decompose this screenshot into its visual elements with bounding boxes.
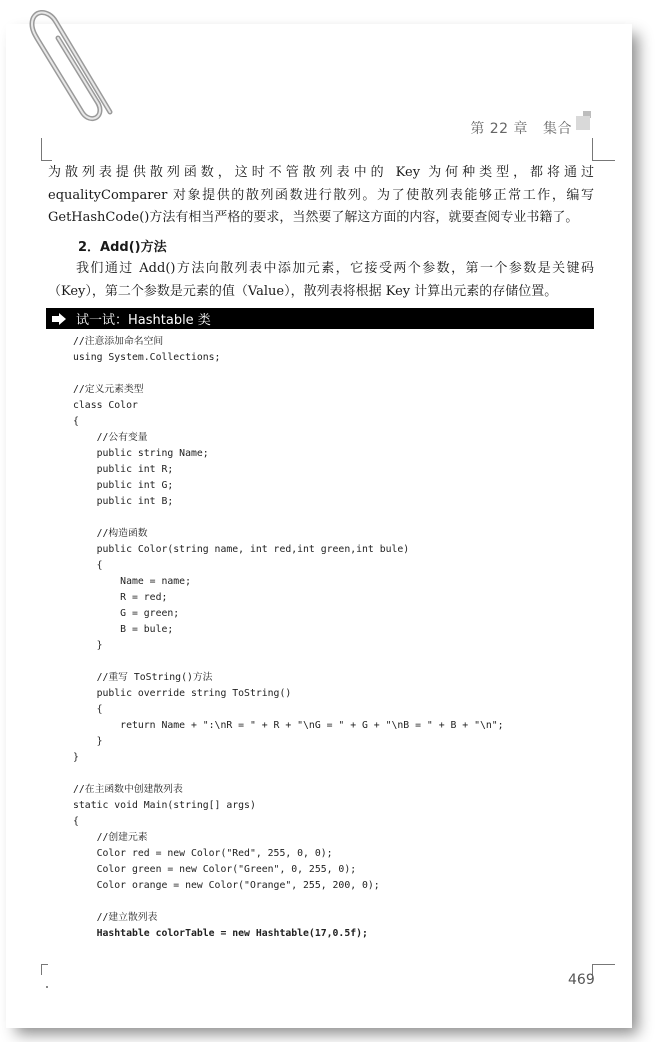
page-mark bbox=[46, 986, 48, 988]
code-line: } bbox=[73, 640, 103, 651]
code-line: //在主函数中创建散列表 bbox=[73, 784, 183, 795]
code-line: G = green; bbox=[73, 608, 180, 619]
code-line: //定义元素类型 bbox=[73, 384, 144, 395]
code-line: //公有变量 bbox=[73, 432, 148, 443]
add-method-paragraph: 我们通过 Add()方法向散列表中添加元素，它接受两个参数，第一个参数是关键码（Key），第二个参数是元素的值（Value），散列表将根据 Key 计算出元素的存储位置。 bbox=[48, 261, 594, 299]
intro-paragraph: 为散列表提供散列函数，这时不管散列表中的 Key 为何种类型，都将通过 equalityComparer 对象提供的散列函数进行散列。为了使散列表能够正常工作，编写 GetHashCode()方法有相当严格的要求，当然要了解这方面的内容，就要查阅专业书籍了。 bbox=[48, 165, 594, 225]
code-line bbox=[73, 654, 504, 670]
code-line: public override string ToString() bbox=[73, 688, 292, 699]
crop-mark bbox=[592, 138, 615, 161]
code-line: public int G; bbox=[73, 480, 174, 491]
code-line: { bbox=[73, 704, 103, 715]
crop-mark bbox=[592, 964, 615, 975]
code-line: using System.Collections; bbox=[73, 352, 221, 363]
code-line: { bbox=[73, 560, 103, 571]
try-it-label: 试一试：Hashtable 类 bbox=[76, 313, 211, 328]
code-line bbox=[73, 510, 504, 526]
code-line: //重写 ToString()方法 bbox=[73, 672, 213, 683]
code-line: { bbox=[73, 816, 79, 827]
code-line: } bbox=[73, 736, 103, 747]
code-line: public int R; bbox=[73, 464, 174, 475]
code-line: } bbox=[73, 752, 79, 763]
code-line: class Color bbox=[73, 400, 138, 411]
code-line: R = red; bbox=[73, 592, 168, 603]
chapter-number: 第 22 章 bbox=[470, 121, 529, 137]
code-line: { bbox=[73, 416, 79, 427]
code-line: //创建元素 bbox=[73, 832, 148, 843]
code-line: Color orange = new Color("Orange", 255, 200, 0); bbox=[73, 880, 380, 891]
code-line bbox=[73, 366, 504, 382]
code-line: B = bule; bbox=[73, 624, 174, 635]
running-header bbox=[460, 118, 572, 138]
code-line: Color green = new Color("Green", 0, 255, 0); bbox=[73, 864, 357, 875]
chapter-title: 集合 bbox=[543, 121, 572, 137]
code-line: //建立散列表 bbox=[73, 912, 158, 923]
crop-mark bbox=[41, 138, 52, 161]
code-line: public int B; bbox=[73, 496, 174, 507]
code-line bbox=[73, 894, 504, 910]
try-it-bar bbox=[46, 308, 594, 329]
page-number: 469 bbox=[568, 972, 595, 988]
header-decoration bbox=[576, 116, 590, 130]
code-line: Name = name; bbox=[73, 576, 191, 587]
code-listing bbox=[73, 334, 504, 942]
code-line: Color red = new Color("Red", 255, 0, 0); bbox=[73, 848, 333, 859]
code-line: return Name + ":\nR = " + R + "\nG = " + G + "\nB = " + B + "\n"; bbox=[73, 720, 504, 731]
code-line bbox=[73, 766, 504, 782]
code-line: //构造函数 bbox=[73, 528, 148, 539]
code-line: public string Name; bbox=[73, 448, 209, 459]
paperclip-icon bbox=[18, 0, 128, 130]
code-line: public Color(string name, int red,int green,int bule) bbox=[73, 544, 410, 555]
code-line: static void Main(string[] args) bbox=[73, 800, 256, 811]
arrow-right-icon bbox=[52, 313, 66, 325]
crop-mark bbox=[41, 964, 48, 975]
code-line: //注意添加命名空间 bbox=[73, 336, 164, 347]
section-heading: 2．Add()方法 bbox=[78, 240, 167, 255]
code-line: Hashtable colorTable = new Hashtable(17,0.5f); bbox=[73, 928, 368, 939]
